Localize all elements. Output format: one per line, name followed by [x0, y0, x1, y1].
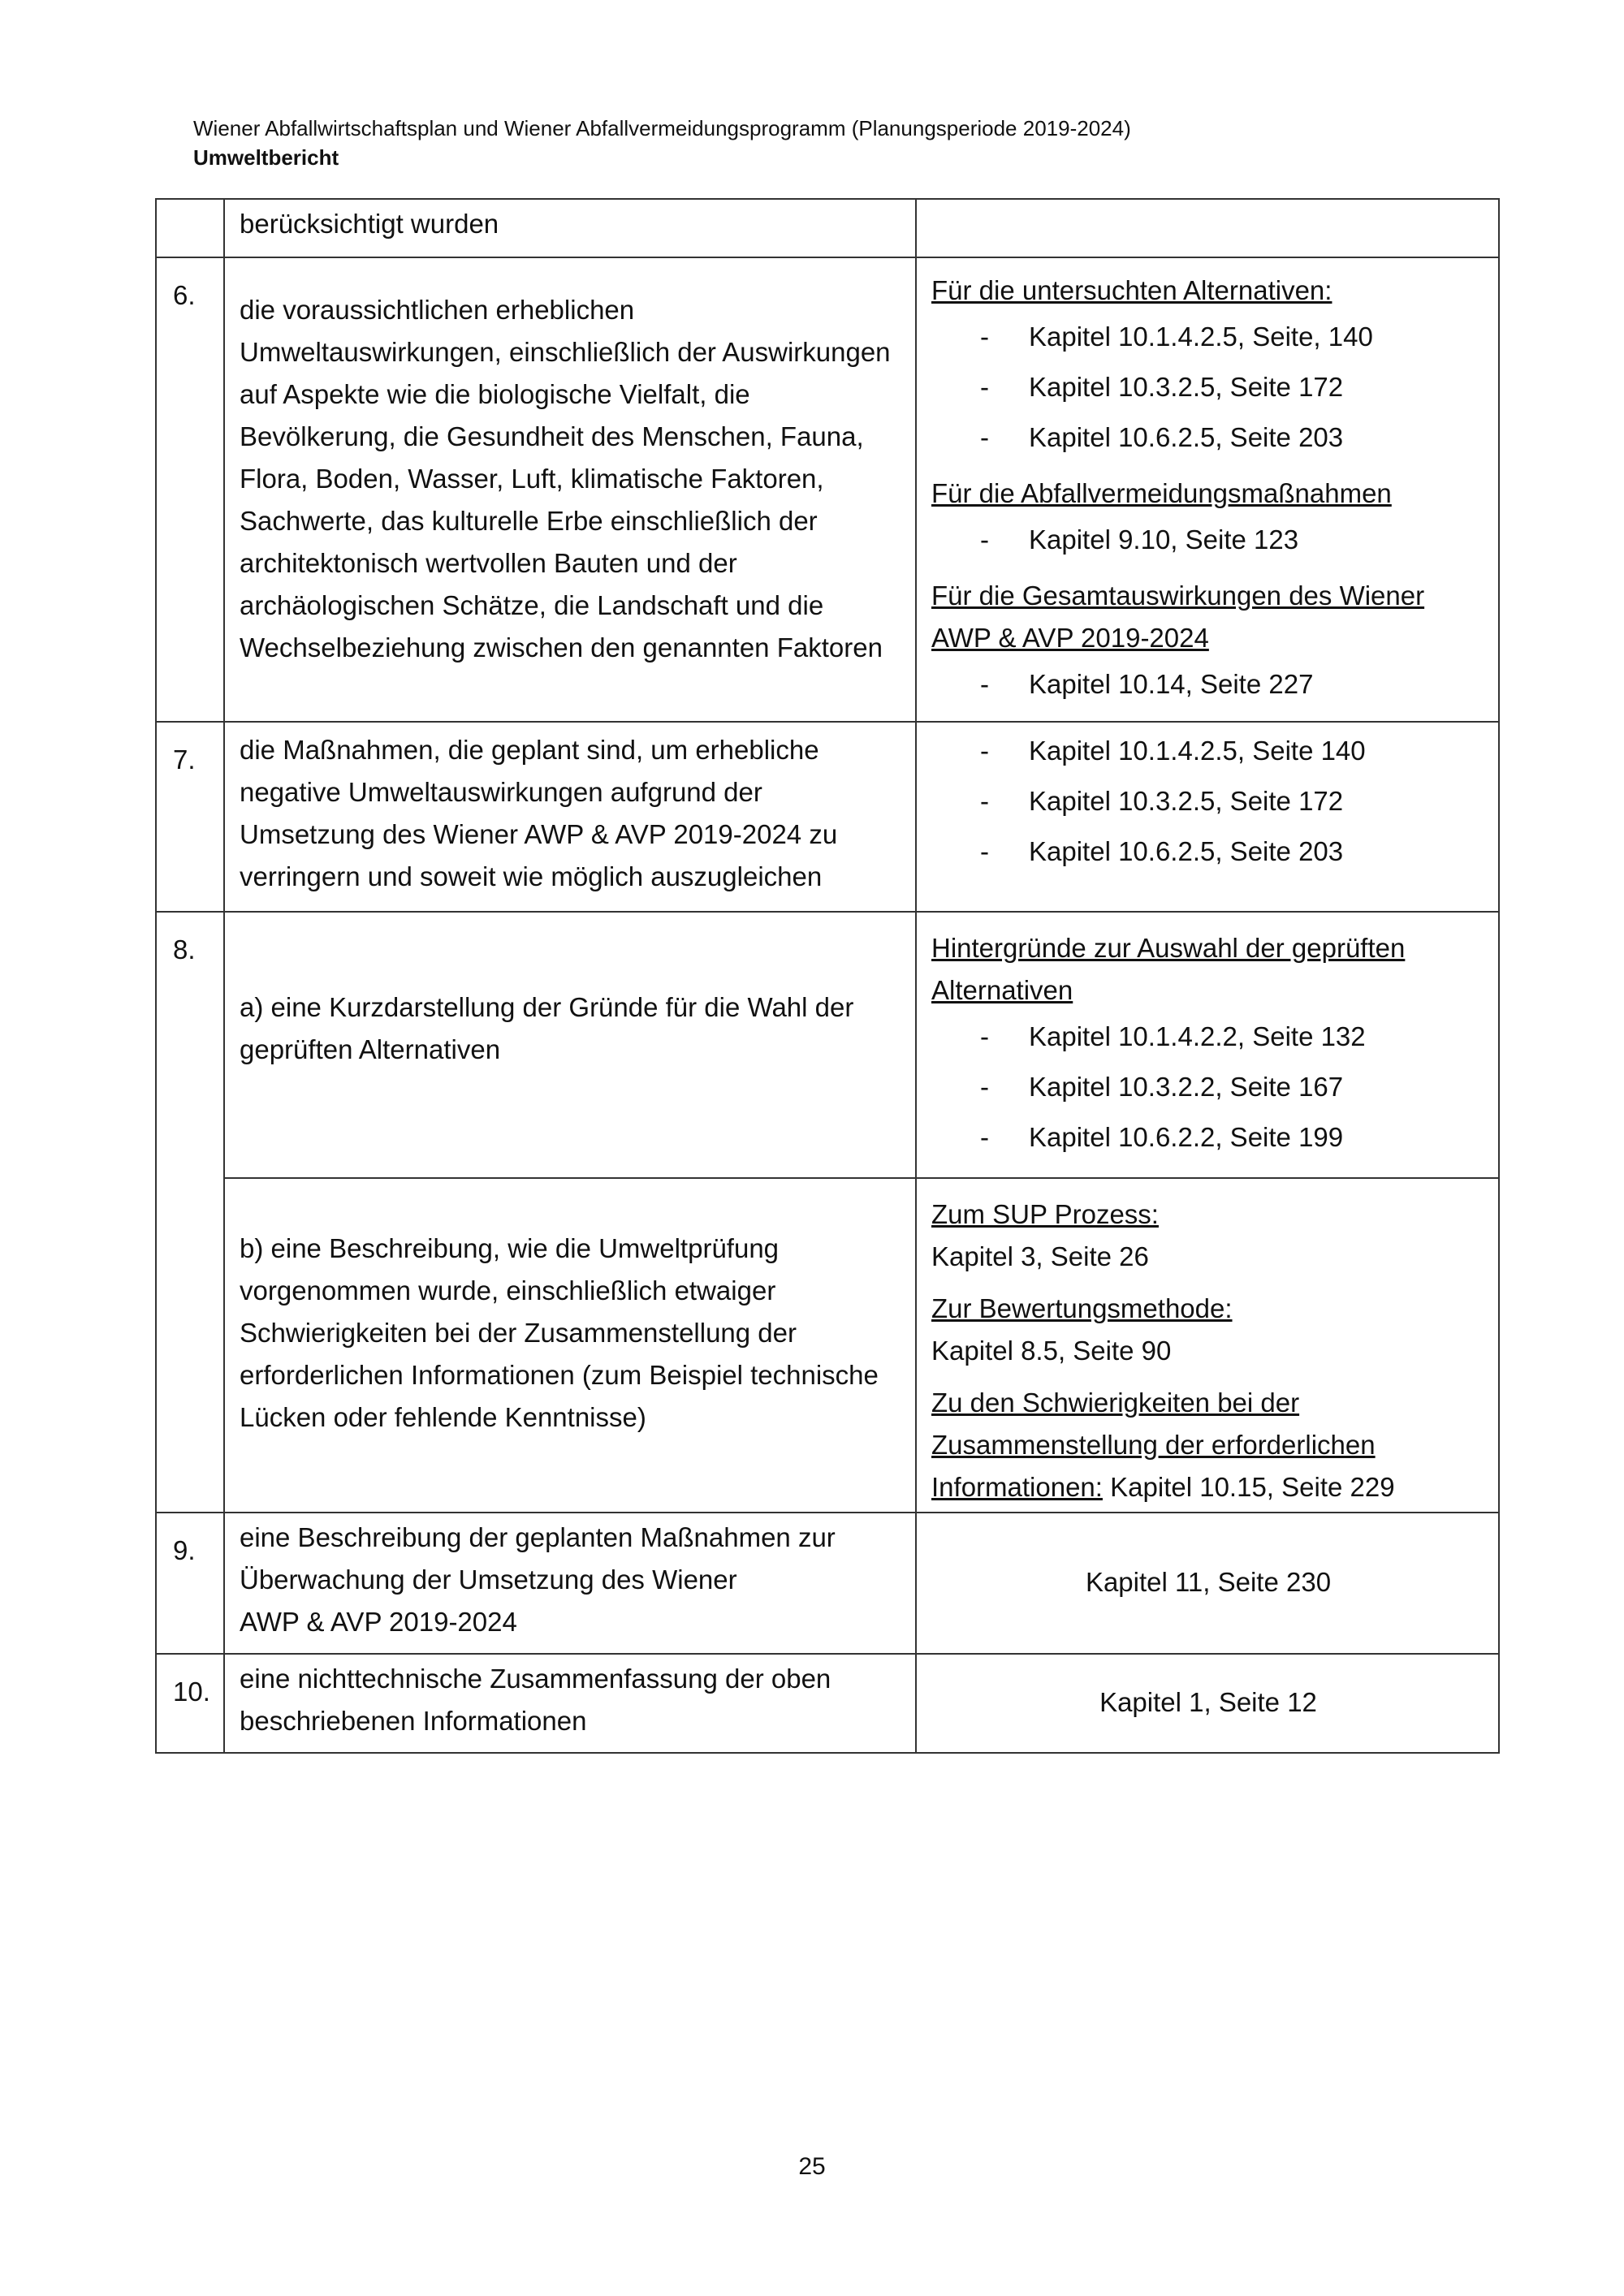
requirement-cell [224, 912, 916, 1178]
row-number-cell [156, 199, 224, 257]
requirement-cell [224, 1178, 916, 1513]
list-item: - Kapitel 10.6.2.2, Seite 199 [931, 1112, 1485, 1163]
reference-text: Kapitel 11, Seite 230 [1085, 1567, 1332, 1597]
list-item: - Kapitel 10.3.2.2, Seite 167 [931, 1062, 1485, 1112]
reference-text: Kapitel 8.5, Seite 90 [931, 1336, 1172, 1366]
list-item: - Kapitel 10.6.2.5, Seite 203 [931, 412, 1485, 463]
document-title: Wiener Abfallwirtschaftsplan und Wiener Abfallvermeidungsprogramm (Planungsperiode 2019-2024) [193, 116, 1131, 140]
requirement-cell [224, 1513, 916, 1654]
requirements-table [155, 198, 1500, 1754]
table-row [156, 722, 1499, 912]
requirement-text: die voraussichtlichen erheblichen Umweltauswirkungen, einschließlich der Auswirkungen auf Aspekte wie die biologische Vielfalt, die Bevölkerung, die Gesundheit des Menschen, Fauna, Flora, Boden, Wasser, Luft, klimatische Faktoren, Sachwerte, das kulturelle Erbe einschließlich der architektonisch wertvollen Bauten und der archäologischen Schätze, die Landschaft und die Wechselbeziehung zwischen den genannten Faktoren [240, 295, 891, 662]
document-subtitle: Umweltbericht [193, 145, 339, 170]
reference-heading: Zum SUP Prozess: [931, 1199, 1159, 1229]
reference-list [931, 659, 1485, 710]
reference-cell [916, 1178, 1499, 1513]
reference-text: Kapitel 3, Seite 26 [931, 1241, 1149, 1271]
requirement-text: eine nichttechnische Zusammenfassung der oben beschriebenen Informationen [240, 1664, 831, 1736]
row-number: 8. [156, 912, 224, 1513]
reference-cell [916, 1513, 1499, 1654]
reference-heading: Zur Bewertungsmethode: [931, 1293, 1233, 1323]
reference-heading: Hintergründe zur Auswahl der geprüften Alternativen [931, 933, 1406, 1005]
reference-list [931, 515, 1485, 565]
list-item: - Kapitel 10.1.4.2.2, Seite 132 [931, 1012, 1485, 1062]
page-header [193, 114, 1131, 172]
list-item: - Kapitel 10.14, Seite 227 [931, 659, 1485, 710]
reference-cell [916, 257, 1499, 722]
reference-list [931, 312, 1485, 463]
requirement-text: b) eine Beschreibung, wie die Umweltprüfung vorgenommen wurde, einschließlich etwaiger Schwierigkeiten bei der Zusammenstellung der erforderlichen Informationen (zum Beispiel technische Lücken oder fehlende Kenntnisse) [240, 1233, 879, 1432]
reference-text: Kapitel 1, Seite 12 [1099, 1687, 1317, 1717]
reference-cell [916, 722, 1499, 912]
table-row [156, 199, 1499, 257]
table-row [156, 257, 1499, 722]
table-row [156, 1513, 1499, 1654]
requirement-cell [224, 199, 916, 257]
list-item: - Kapitel 10.1.4.2.5, Seite 140 [931, 726, 1485, 776]
reference-text: Kapitel 10.15, Seite 229 [1110, 1472, 1395, 1502]
table-row [156, 1654, 1499, 1753]
row-number: 10. [156, 1654, 224, 1753]
reference-heading: Für die Abfallvermeidungsmaßnahmen [931, 478, 1392, 508]
list-item: - Kapitel 10.6.2.5, Seite 203 [931, 826, 1485, 877]
table-row [156, 1178, 1499, 1513]
list-item: - Kapitel 10.3.2.5, Seite 172 [931, 362, 1485, 412]
requirement-cell [224, 257, 916, 722]
list-item: - Kapitel 10.1.4.2.5, Seite, 140 [931, 312, 1485, 362]
reference-heading: Für die untersuchten Alternativen: [931, 275, 1332, 305]
requirement-text: a) eine Kurzdarstellung der Gründe für die Wahl der geprüften Alternativen [240, 992, 854, 1064]
requirement-text: berücksichtigt wurden [240, 209, 499, 239]
requirement-text: AWP & AVP 2019-2024 [240, 1607, 517, 1637]
page-number: 25 [798, 2153, 826, 2180]
reference-heading: Für die Gesamtauswirkungen des Wiener AWP & AVP 2019-2024 [931, 580, 1425, 653]
reference-heading: Zu den Schwierigkeiten bei der Zusammenstellung der erforderlichen Informationen: [931, 1388, 1376, 1502]
requirement-text: eine Beschreibung der geplanten Maßnahmen zur Überwachung der Umsetzung des Wiener [240, 1522, 836, 1595]
requirement-cell [224, 722, 916, 912]
requirement-cell [224, 1654, 916, 1753]
reference-cell [916, 199, 1499, 257]
requirement-text: die Maßnahmen, die geplant sind, um erhebliche negative Umweltauswirkungen aufgrund der Umsetzung des Wiener AWP & AVP 2019-2024 zu verringern und soweit wie möglich auszugleichen [240, 735, 838, 891]
reference-list [931, 1012, 1485, 1163]
reference-list [931, 726, 1485, 877]
table-row [156, 912, 1499, 1178]
row-number: 7. [156, 722, 224, 912]
reference-cell [916, 912, 1499, 1178]
list-item: - Kapitel 10.3.2.5, Seite 172 [931, 776, 1485, 826]
list-item: - Kapitel 9.10, Seite 123 [931, 515, 1485, 565]
reference-cell [916, 1654, 1499, 1753]
row-number: 9. [156, 1513, 224, 1654]
row-number: 6. [156, 257, 224, 722]
